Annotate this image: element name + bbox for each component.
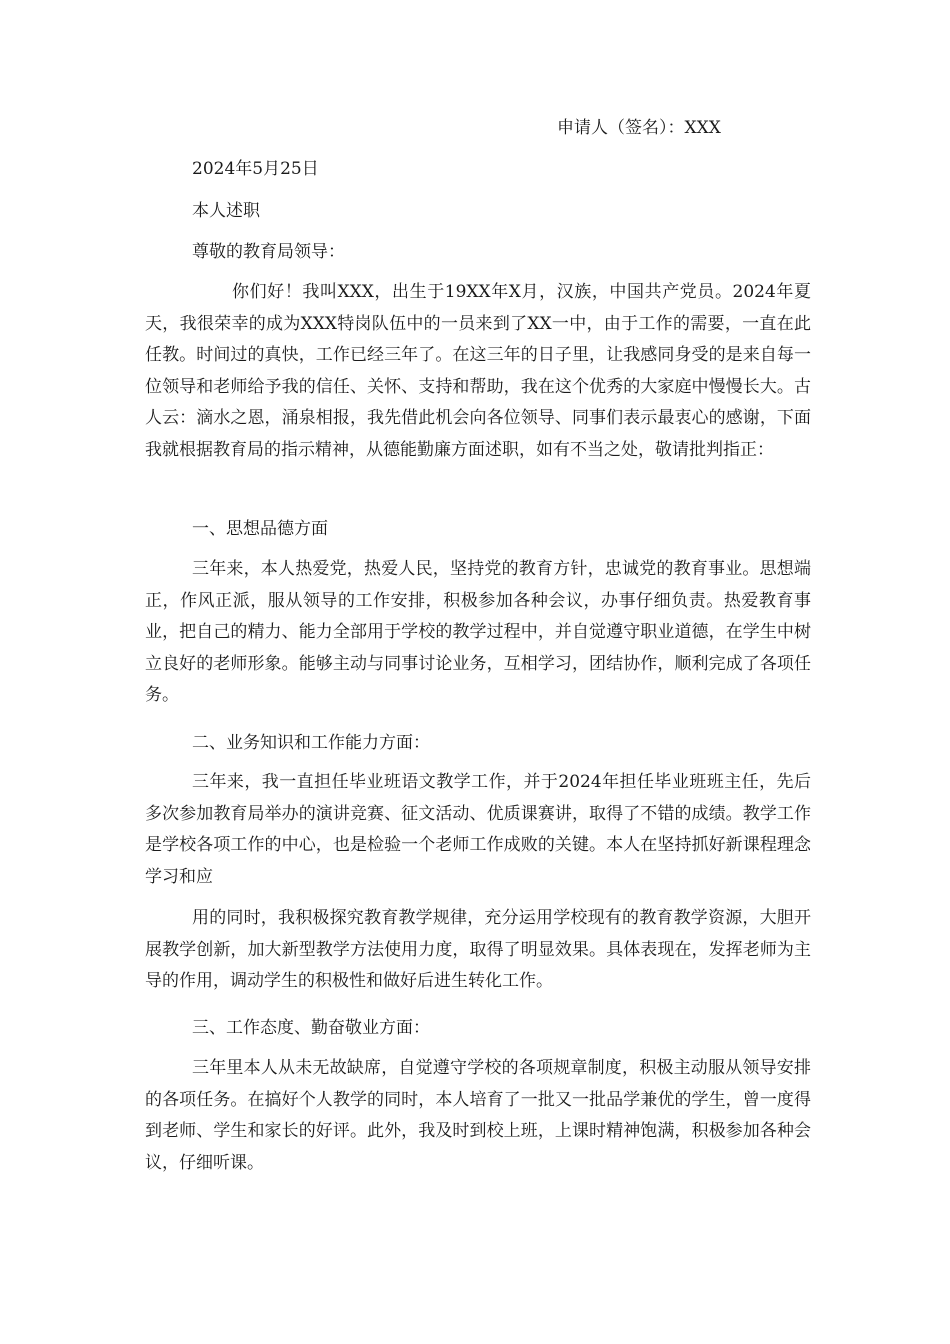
section-body-attitude: 三年里本人从未无故缺席，自觉遵守学校的各项规章制度，积极主动服从领导安排的各项任务。在搞好个人教学的同时，本人培育了一批又一批品学兼优的学生，曾一度得到老师、学生和家长的好评。此外，我及时到校上班，上课时精神饱满，积极参加各种会议，仔细听课。 (145, 1058, 811, 1173)
section-heading-attitude: 三、工作态度、勤奋敬业方面： (192, 1018, 430, 1038)
section-heading-ability: 二、业务知识和工作能力方面： (192, 733, 430, 753)
section-body-ability-continued: 用的同时，我积极探究教育教学规律，充分运用学校现有的教育教学资源，大胆开展教学创新，加大新型教学方法使用力度，取得了明显效果。具体表现在，发挥老师为主导的作用，调动学生的积极性和做好后进生转化工作。 (145, 908, 811, 992)
applicant-signature: 申请人（签名）：XXX (557, 118, 721, 138)
section-body-ideology: 三年来，本人热爱党，热爱人民，坚持党的教育方针，忠诚党的教育事业。思想端正，作风正派，服从领导的工作安排，积极参加各种会议，办事仔细负责。热爱教育事业，把自己的精力、能力全部用于学校的教学过程中，并自觉遵守职业道德，在学生中树立良好的老师形象。能够主动与同事讨论业务，互相学习，团结协作，顺利完成了各项任务。 (145, 559, 811, 706)
section-body-ability: 三年来，我一直担任毕业班语文教学工作，并于2024年担任毕业班班主任，先后多次参加教育局举办的演讲竞赛、征文活动、优质课赛讲，取得了不错的成绩。教学工作是学校各项工作的中心，也是检验一个老师工作成败的关键。本人在坚持抓好新课程理念学习和应 (145, 772, 811, 887)
date: 2024年5月25日 (192, 159, 319, 179)
intro-paragraph: 你们好！我叫XXX，出生于19XX年X月，汉族，中国共产党员。2024年夏天，我很荣幸的成为XXX特岗队伍中的一员来到了XX一中，由于工作的需要，一直在此任教。时间过的真快，工作已经三年了。在这三年的日子里，让我感同身受的是来自每一位领导和老师给予我的信任、关怀、支持和帮助，我在这个优秀的大家庭中慢慢长大。古人云：滴水之恩，涌泉相报，我先借此机会向各位领导、同事们表示最衷心的感谢，下面我就根据教育局的指示精神，从德能勤廉方面述职，如有不当之处，敬请批判指正： (145, 282, 811, 460)
salutation: 尊敬的教育局领导： (192, 242, 345, 262)
section-heading-ideology: 一、思想品德方面 (192, 519, 328, 539)
document-title: 本人述职 (192, 201, 260, 221)
